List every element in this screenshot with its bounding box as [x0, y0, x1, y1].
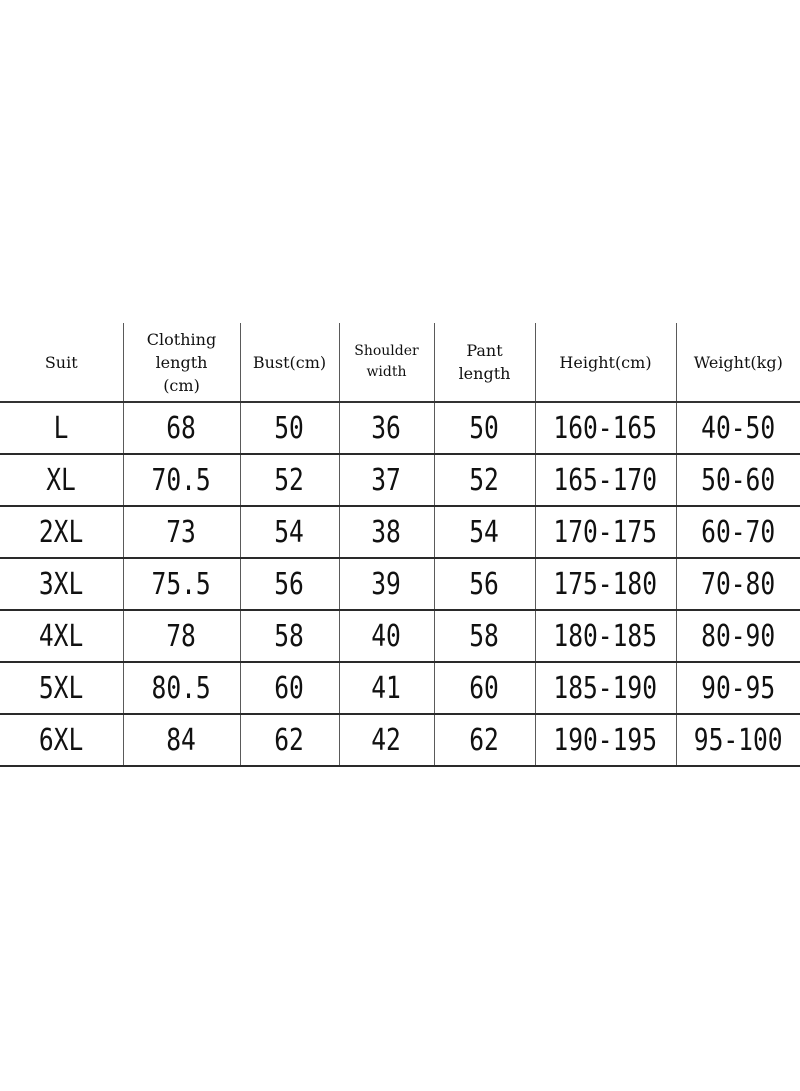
cell-shoulder-width: 39 [339, 558, 434, 610]
cell-clothing-length: 75.5 [123, 558, 240, 610]
header-suit: Suit [0, 323, 123, 402]
cell-suit: 6XL [0, 714, 123, 766]
cell-clothing-length: 80.5 [123, 662, 240, 714]
header-shoulder-width: Shoulder width [339, 323, 434, 402]
cell-shoulder-width: 36 [339, 402, 434, 454]
cell-suit: 3XL [0, 558, 123, 610]
cell-bust: 60 [240, 662, 339, 714]
cell-height: 185-190 [535, 662, 676, 714]
table-row [0, 506, 800, 558]
cell-shoulder-width: 38 [339, 506, 434, 558]
cell-pant-length: 54 [434, 506, 535, 558]
size-chart-table [0, 323, 800, 767]
cell-weight: 40-50 [676, 402, 800, 454]
cell-clothing-length: 84 [123, 714, 240, 766]
cell-weight: 95-100 [676, 714, 800, 766]
cell-height: 190-195 [535, 714, 676, 766]
header-height: Height(cm) [535, 323, 676, 402]
cell-height: 170-175 [535, 506, 676, 558]
cell-clothing-length: 78 [123, 610, 240, 662]
cell-clothing-length: 68 [123, 402, 240, 454]
cell-weight: 60-70 [676, 506, 800, 558]
cell-bust: 52 [240, 454, 339, 506]
table-row [0, 714, 800, 766]
cell-height: 180-185 [535, 610, 676, 662]
cell-weight: 70-80 [676, 558, 800, 610]
header-bust: Bust(cm) [240, 323, 339, 402]
cell-shoulder-width: 40 [339, 610, 434, 662]
cell-weight: 90-95 [676, 662, 800, 714]
table-row [0, 558, 800, 610]
cell-bust: 56 [240, 558, 339, 610]
table-row [0, 610, 800, 662]
cell-shoulder-width: 41 [339, 662, 434, 714]
cell-shoulder-width: 42 [339, 714, 434, 766]
cell-height: 160-165 [535, 402, 676, 454]
cell-bust: 62 [240, 714, 339, 766]
cell-pant-length: 56 [434, 558, 535, 610]
cell-bust: 54 [240, 506, 339, 558]
cell-weight: 50-60 [676, 454, 800, 506]
cell-bust: 58 [240, 610, 339, 662]
cell-height: 165-170 [535, 454, 676, 506]
cell-suit: XL [0, 454, 123, 506]
cell-pant-length: 62 [434, 714, 535, 766]
cell-shoulder-width: 37 [339, 454, 434, 506]
header-weight: Weight(kg) [676, 323, 800, 402]
cell-pant-length: 58 [434, 610, 535, 662]
cell-suit: 4XL [0, 610, 123, 662]
cell-suit: L [0, 402, 123, 454]
cell-pant-length: 60 [434, 662, 535, 714]
cell-pant-length: 50 [434, 402, 535, 454]
header-row [0, 323, 800, 402]
cell-suit: 2XL [0, 506, 123, 558]
cell-height: 175-180 [535, 558, 676, 610]
cell-pant-length: 52 [434, 454, 535, 506]
cell-clothing-length: 70.5 [123, 454, 240, 506]
header-pant-length: Pant length [434, 323, 535, 402]
table-row [0, 402, 800, 454]
header-clothing-length: Clothing length (cm) [123, 323, 240, 402]
table-row [0, 662, 800, 714]
table-row [0, 454, 800, 506]
cell-bust: 50 [240, 402, 339, 454]
cell-weight: 80-90 [676, 610, 800, 662]
cell-suit: 5XL [0, 662, 123, 714]
cell-clothing-length: 73 [123, 506, 240, 558]
